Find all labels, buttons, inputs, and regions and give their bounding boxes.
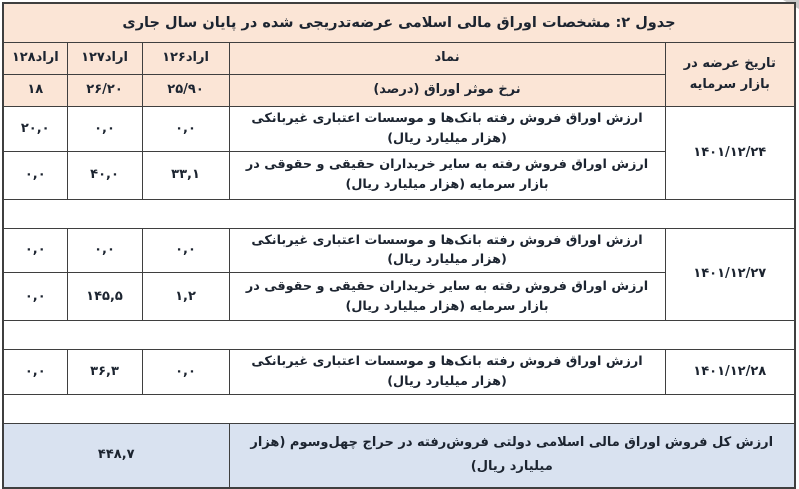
value-cell: ۱۴۵,۵ — [67, 273, 142, 321]
total-value: ۴۴۸,۷ — [3, 423, 229, 488]
offer-date-cell: ۱۴۰۱/۱۲/۲۸ — [665, 350, 795, 395]
value-cell: ۰,۰ — [142, 107, 229, 152]
table-row — [3, 228, 795, 273]
value-cell: ۰,۰ — [3, 228, 67, 273]
value-cell: ۳۶,۳ — [67, 350, 142, 395]
row-label-banks: ارزش اوراق فروش رفته بانک‌ها و موسسات اعتباری غیربانکی (هزار میلیارد ریال) — [229, 107, 665, 152]
rate-bond-126: ۲۵/۹۰ — [142, 75, 229, 107]
table-title-row — [3, 3, 795, 43]
rate-bond-128: ۱۸ — [3, 75, 67, 107]
value-cell: ۲۰,۰ — [3, 107, 67, 152]
spacer-cell — [3, 394, 795, 423]
offer-date-cell: ۱۴۰۱/۱۲/۲۴ — [665, 107, 795, 200]
value-cell: ۰,۰ — [3, 151, 67, 199]
column-header-offer-date: تاریخ عرضه در بازار سرمایه — [665, 43, 795, 107]
column-header-bond-126: اراد۱۲۶ — [142, 43, 229, 75]
value-cell: ۰,۰ — [67, 228, 142, 273]
spacer-row — [3, 321, 795, 350]
spacer-row — [3, 199, 795, 228]
total-row — [3, 423, 795, 488]
row-label-banks: ارزش اوراق فروش رفته بانک‌ها و موسسات اعتباری غیربانکی (هزار میلیارد ریال) — [229, 350, 665, 395]
rate-bond-127: ۲۶/۲۰ — [67, 75, 142, 107]
value-cell: ۱,۲ — [142, 273, 229, 321]
total-label: ارزش کل فروش اوراق مالی اسلامی دولتی فروش‌رفته در حراج چهل‌وسوم (هزار میلیارد ریال) — [229, 423, 795, 488]
value-cell: ۰,۰ — [3, 273, 67, 321]
value-cell: ۰,۰ — [142, 228, 229, 273]
value-cell: ۰,۰ — [67, 107, 142, 152]
column-header-bond-127: اراد۱۲۷ — [67, 43, 142, 75]
table-row — [3, 350, 795, 395]
spacer-cell — [3, 199, 795, 228]
column-header-symbol: نماد — [229, 43, 665, 75]
offer-date-cell: ۱۴۰۱/۱۲/۲۷ — [665, 228, 795, 321]
table-row — [3, 107, 795, 152]
table-title: جدول ۲: مشخصات اوراق مالی اسلامی عرضه‌تدریجی شده در پایان سال جاری — [3, 3, 795, 43]
row-label-other-buyers: ارزش اوراق فروش رفته به سایر خریداران حقیقی و حقوقی در بازار سرمایه (هزار میلیارد ریال) — [229, 273, 665, 321]
spacer-row — [3, 394, 795, 423]
value-cell: ۴۰,۰ — [67, 151, 142, 199]
islamic-securities-table — [2, 2, 796, 489]
row-header-effective-rate: نرخ موثر اوراق (درصد) — [229, 75, 665, 107]
value-cell: ۰,۰ — [142, 350, 229, 395]
header-row-symbols — [3, 43, 795, 75]
value-cell: ۳۳,۱ — [142, 151, 229, 199]
row-label-banks: ارزش اوراق فروش رفته بانک‌ها و موسسات اعتباری غیربانکی (هزار میلیارد ریال) — [229, 228, 665, 273]
value-cell: ۰,۰ — [3, 350, 67, 395]
column-header-bond-128: اراد۱۲۸ — [3, 43, 67, 75]
row-label-other-buyers: ارزش اوراق فروش رفته به سایر خریداران حقیقی و حقوقی در بازار سرمایه (هزار میلیارد ریال) — [229, 151, 665, 199]
spacer-cell — [3, 321, 795, 350]
